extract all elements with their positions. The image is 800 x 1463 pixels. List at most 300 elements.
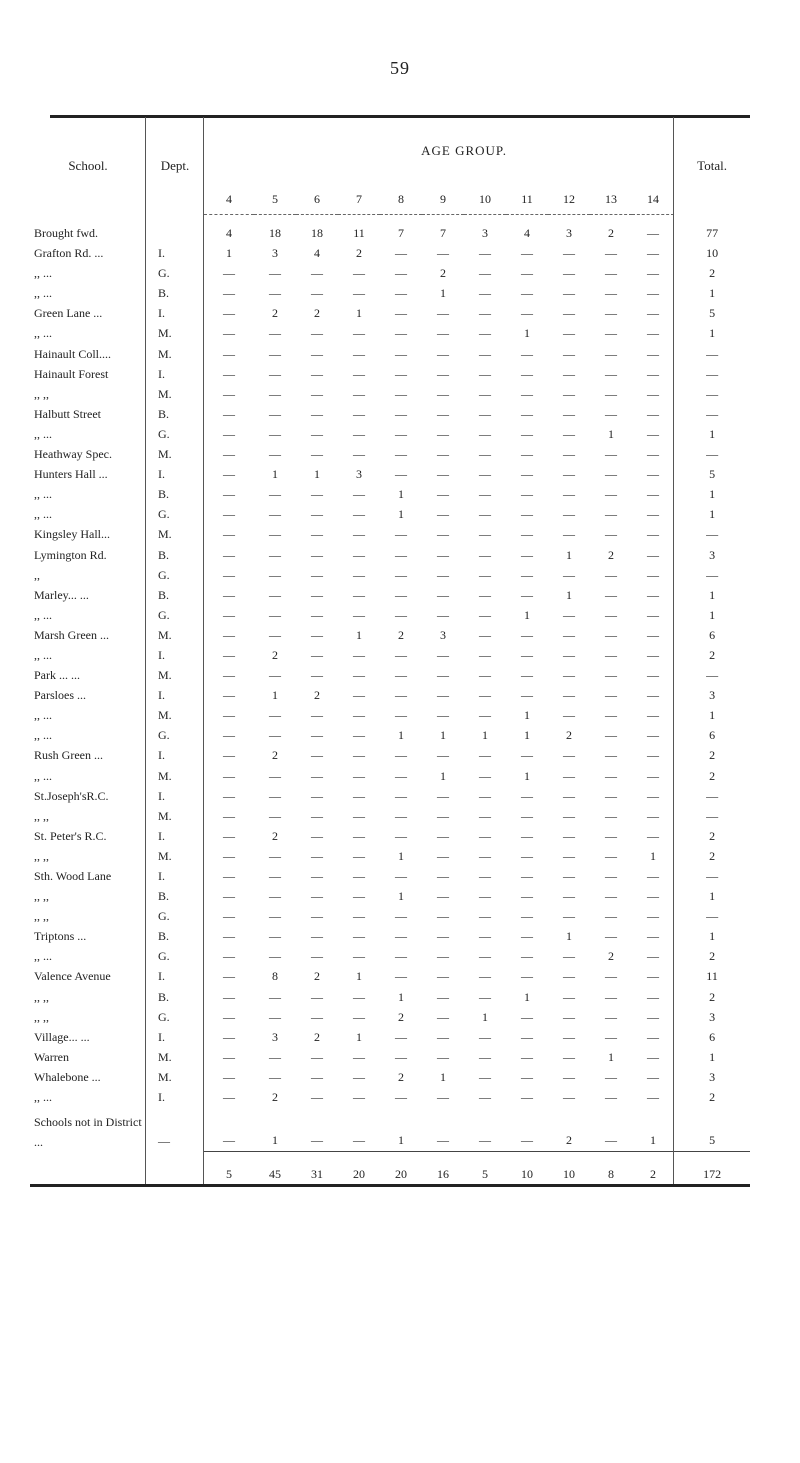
age-cell: — [223, 567, 235, 582]
age-cell: — [437, 306, 449, 321]
age-cell: — [353, 647, 365, 662]
age-cell: — [563, 808, 575, 823]
age-cell: — [647, 889, 660, 904]
age-cell: — [269, 1069, 281, 1084]
age-cell: — [311, 768, 323, 783]
age-cell: — [563, 668, 575, 683]
age-cell: — [269, 708, 281, 723]
age-cell: — [647, 949, 660, 964]
age-cell: — [311, 989, 323, 1004]
age-cell: — [269, 768, 281, 783]
table-row [30, 665, 750, 685]
table-row [30, 605, 750, 625]
age-cell: — [223, 989, 235, 1004]
table-row [30, 1007, 750, 1027]
age-cell: — [647, 828, 660, 843]
age-cell: — [605, 266, 617, 281]
age-cell: — [353, 828, 365, 843]
age-cell: — [521, 1029, 533, 1044]
age-cell: — [223, 909, 235, 924]
age-cell: — [311, 366, 323, 381]
age-cell: — [269, 447, 281, 462]
age-cell: — [395, 828, 407, 843]
age-cell: 1 [272, 1133, 278, 1148]
age-cell: — [395, 467, 407, 482]
age-cell: — [353, 286, 365, 301]
age-cell: — [353, 567, 365, 582]
age-cell: — [311, 447, 323, 462]
age-cell: — [353, 426, 365, 441]
age-cell: — [353, 547, 365, 562]
age-cell: — [563, 447, 575, 462]
age-cell: — [647, 788, 660, 803]
total-cell: 6 [709, 627, 716, 642]
age-cell: — [647, 226, 660, 240]
age-cell: — [353, 808, 365, 823]
age-cell: — [521, 447, 533, 462]
header-age-13: 13 [605, 191, 617, 206]
age-cell: — [563, 426, 575, 441]
age-cell: — [605, 909, 617, 924]
age-cell: — [395, 1029, 407, 1044]
school-name: ,, ... [34, 768, 52, 783]
age-cell: 3 [272, 246, 278, 261]
age-cell: — [521, 1069, 533, 1084]
dept-cell: M. [158, 768, 172, 783]
age-cell: — [353, 869, 365, 883]
age-cell: — [563, 246, 575, 261]
age-cell: — [521, 929, 533, 944]
age-cell: — [395, 246, 407, 261]
age-cell: — [223, 708, 235, 723]
age-cell: — [647, 306, 660, 321]
age-cell: 2 [314, 688, 320, 703]
total-cell: 5 [709, 1133, 716, 1148]
age-cell: — [479, 346, 491, 361]
school-name: Hainault Forest [34, 366, 109, 381]
table-row [30, 946, 750, 966]
age-cell: — [605, 306, 617, 321]
age-cell: — [647, 326, 660, 341]
age-cell: — [269, 587, 281, 602]
dept-cell: B. [158, 989, 170, 1004]
table-row [30, 806, 750, 826]
age-cell: — [605, 929, 617, 944]
age-cell: — [353, 1049, 365, 1064]
school-name: Green Lane ... [34, 306, 103, 321]
age-cell: — [521, 668, 533, 683]
age-cell: — [521, 1090, 533, 1105]
school-name: Grafton Rd. ... [34, 246, 104, 261]
age-cell: — [311, 889, 323, 904]
age-cell: — [437, 647, 449, 662]
age-cell: — [269, 547, 281, 562]
age-cell: — [395, 447, 407, 462]
age-cell: — [563, 909, 575, 924]
age-cell: 2 [566, 1133, 572, 1148]
school-name: Triptons ... [34, 929, 87, 944]
age-cell: — [647, 507, 660, 522]
age-cell: — [311, 668, 323, 683]
age-cell: — [479, 447, 491, 462]
age-cell: — [269, 607, 281, 622]
age-cell: — [269, 487, 281, 502]
age-cell: — [353, 708, 365, 723]
age-cell: — [521, 587, 533, 602]
total-cell: 172 [674, 1152, 750, 1197]
age-cell: — [353, 406, 365, 421]
age-cell: — [605, 366, 617, 381]
table-row [30, 645, 750, 665]
age-cell: — [437, 547, 449, 562]
age-cell: — [479, 1133, 491, 1148]
age-cell: — [311, 567, 323, 582]
age-cell: — [311, 386, 323, 401]
age-cell: — [353, 728, 365, 743]
age-cell: — [223, 728, 235, 743]
header-age-4: 4 [226, 191, 232, 206]
age-cell: — [353, 507, 365, 522]
age-cell: 1 [398, 1133, 404, 1148]
age-cell: — [395, 346, 407, 361]
total-cell: 6 [709, 728, 716, 743]
dept-cell: B. [158, 547, 170, 562]
age-cell: 1 [356, 969, 362, 984]
age-cell: — [223, 929, 235, 944]
header-age-7: 7 [356, 191, 362, 206]
age-cell: 3 [482, 226, 488, 240]
dept-cell: G. [158, 426, 170, 441]
age-cell: — [437, 969, 449, 984]
table-row [30, 826, 750, 846]
age-cell: — [395, 647, 407, 662]
age-cell: 5 [204, 1152, 254, 1197]
age-cell: — [605, 828, 617, 843]
age-cell: — [647, 467, 660, 482]
age-cell: — [605, 748, 617, 763]
age-cell: — [223, 426, 235, 441]
age-cell: — [605, 688, 617, 703]
age-cell: 1 [314, 467, 320, 482]
age-cell: — [311, 587, 323, 602]
dept-cell: — [158, 1133, 170, 1148]
age-cell: 11 [353, 226, 365, 240]
age-cell: 1 [482, 1009, 488, 1024]
age-cell: 4 [226, 226, 232, 240]
age-cell: — [437, 1009, 449, 1024]
dept-cell: I. [158, 869, 165, 883]
age-cell: — [395, 266, 407, 281]
age-cell: — [605, 869, 617, 883]
table-row [30, 484, 750, 504]
header-age-6: 6 [314, 191, 320, 206]
age-cell: — [269, 848, 281, 863]
age-cell: — [479, 1069, 491, 1084]
age-cell: 1 [524, 607, 530, 622]
age-cell: — [311, 507, 323, 522]
age-cell: 7 [440, 226, 446, 240]
age-cell: — [311, 1090, 323, 1105]
age-cell: — [223, 487, 235, 502]
dept-cell: M. [158, 326, 172, 341]
age-cell: — [311, 1133, 323, 1148]
age-cell: — [563, 1049, 575, 1064]
age-cell: — [437, 788, 449, 803]
age-cell: 2 [608, 226, 614, 240]
age-cell: — [269, 266, 281, 281]
age-cell: — [437, 929, 449, 944]
age-cell: — [605, 848, 617, 863]
age-cell: — [647, 1009, 660, 1024]
age-cell: — [605, 246, 617, 261]
age-cell: — [311, 647, 323, 662]
table-row [30, 223, 750, 243]
age-cell: — [605, 728, 617, 743]
dept-cell: G. [158, 567, 170, 582]
age-cell: 10 [506, 1152, 548, 1197]
age-cell: — [647, 688, 660, 703]
school-name: Heathway Spec. [34, 447, 112, 462]
age-cell: 20 [380, 1152, 422, 1197]
table-row [30, 565, 750, 585]
total-cell: — [706, 788, 719, 803]
age-cell: — [479, 808, 491, 823]
age-cell: — [479, 426, 491, 441]
table-row [30, 886, 750, 906]
school-name: Hunters Hall ... [34, 467, 108, 482]
age-cell: — [395, 808, 407, 823]
age-cell: — [563, 688, 575, 703]
header-age-8: 8 [398, 191, 404, 206]
age-cell: — [647, 1029, 660, 1044]
school-name: Park ... ... [34, 668, 80, 683]
age-cell: — [479, 326, 491, 341]
age-cell: 1 [226, 246, 232, 261]
table-row [30, 404, 750, 424]
total-cell: 10 [706, 246, 719, 261]
age-cell: 1 [398, 507, 404, 522]
age-cell: — [563, 507, 575, 522]
age-cell: — [479, 828, 491, 843]
age-cell: — [269, 286, 281, 301]
age-cell: — [479, 929, 491, 944]
age-cell: — [647, 989, 660, 1004]
age-cell: 18 [311, 226, 323, 240]
age-cell: — [269, 728, 281, 743]
age-cell: — [353, 1133, 365, 1148]
age-cell: — [479, 487, 491, 502]
age-cell: — [605, 989, 617, 1004]
age-cell: — [605, 1069, 617, 1084]
age-cell: — [311, 808, 323, 823]
age-cell: — [437, 1133, 449, 1148]
dept-cell: B. [158, 487, 170, 502]
school-name: ,, ,, [34, 889, 49, 904]
age-cell: — [311, 788, 323, 803]
age-cell: — [269, 869, 281, 883]
age-cell: — [269, 326, 281, 341]
age-cell: — [223, 326, 235, 341]
dept-cell: B. [158, 587, 170, 602]
age-cell: — [311, 1009, 323, 1024]
dept-cell: I. [158, 969, 165, 984]
age-cell: — [479, 668, 491, 683]
dept-cell: B. [158, 406, 170, 421]
dept-cell: M. [158, 627, 172, 642]
age-cell: — [395, 869, 407, 883]
age-cell: — [647, 969, 660, 984]
age-cell: — [605, 668, 617, 683]
age-cell: — [395, 768, 407, 783]
header-age-5: 5 [272, 191, 278, 206]
total-cell: 1 [709, 507, 716, 522]
age-cell: — [521, 507, 533, 522]
total-cell: — [706, 386, 719, 401]
age-cell: — [353, 748, 365, 763]
age-cell: — [605, 808, 617, 823]
age-cell: — [353, 386, 365, 401]
age-cell: — [563, 788, 575, 803]
total-cell: 6 [709, 1029, 716, 1044]
total-cell: — [706, 808, 719, 823]
age-cell: — [563, 467, 575, 482]
age-cell: — [647, 547, 660, 562]
age-cell: 2 [314, 1029, 320, 1044]
age-cell: 3 [356, 467, 362, 482]
age-cell: — [223, 306, 235, 321]
age-cell: — [395, 286, 407, 301]
school-name: ,, ... [34, 326, 52, 341]
age-cell: — [521, 266, 533, 281]
total-cell: 5 [709, 467, 716, 482]
age-cell: — [311, 909, 323, 924]
age-cell: — [223, 1090, 235, 1105]
age-cell: — [521, 567, 533, 582]
age-cell: — [563, 607, 575, 622]
age-cell: 3 [440, 627, 446, 642]
dept-cell: I. [158, 467, 165, 482]
school-name: ,, ,, [34, 848, 49, 863]
age-cell: — [647, 527, 660, 542]
age-cell: — [521, 848, 533, 863]
age-cell: 2 [272, 1090, 278, 1105]
age-cell: — [437, 406, 449, 421]
age-cell: — [395, 668, 407, 683]
school-name: Warren [34, 1049, 70, 1064]
dept-cell: I. [158, 647, 165, 662]
age-cell: — [269, 1009, 281, 1024]
age-cell: — [437, 467, 449, 482]
total-cell: 2 [709, 848, 716, 863]
age-cell: — [605, 527, 617, 542]
age-cell: — [521, 406, 533, 421]
school-name [30, 1152, 146, 1197]
age-cell: — [437, 989, 449, 1004]
age-cell: — [647, 808, 660, 823]
dept-cell: I. [158, 1029, 165, 1044]
age-cell: — [437, 366, 449, 381]
total-cell: 3 [709, 547, 716, 562]
age-group-table [30, 118, 750, 1196]
age-cell: — [647, 447, 660, 462]
school-name: ,, ... [34, 949, 52, 964]
age-cell: — [479, 1029, 491, 1044]
age-cell: — [605, 286, 617, 301]
age-cell: — [269, 627, 281, 642]
age-cell: — [223, 1029, 235, 1044]
totals-row [30, 1152, 750, 1197]
age-cell: — [395, 788, 407, 803]
school-name: Parsloes ... [34, 688, 86, 703]
age-cell: — [605, 788, 617, 803]
age-cell: 31 [296, 1152, 338, 1197]
age-cell: — [521, 788, 533, 803]
school-name: ,, ,, [34, 989, 49, 1004]
age-cell: — [521, 547, 533, 562]
age-cell: — [605, 587, 617, 602]
age-cell: — [395, 426, 407, 441]
age-cell: — [437, 949, 449, 964]
age-cell: — [437, 326, 449, 341]
table-row [30, 303, 750, 323]
dept-cell: G. [158, 728, 170, 743]
dept-cell: I. [158, 246, 165, 261]
age-cell: — [647, 1069, 660, 1084]
age-cell: — [311, 346, 323, 361]
dept-cell: B. [158, 889, 170, 904]
age-cell: 2 [314, 306, 320, 321]
age-cell: — [647, 366, 660, 381]
age-cell: — [521, 869, 533, 883]
school-name: Hainault Coll.... [34, 346, 111, 361]
age-cell: — [479, 627, 491, 642]
dept-cell: G. [158, 949, 170, 964]
school-name: ,, ... [34, 728, 52, 743]
age-cell: — [563, 366, 575, 381]
table-row [30, 906, 750, 926]
dept-cell: M. [158, 1049, 172, 1064]
age-cell: 2 [272, 647, 278, 662]
dept-cell: M. [158, 808, 172, 823]
school-name: Whalebone ... [34, 1069, 101, 1084]
age-cell: 2 [314, 969, 320, 984]
age-cell: — [479, 607, 491, 622]
age-cell: 8 [590, 1152, 632, 1197]
table-row [30, 866, 750, 886]
age-cell: — [563, 708, 575, 723]
total-cell: 2 [709, 647, 716, 662]
dept-cell: M. [158, 848, 172, 863]
age-cell: — [647, 708, 660, 723]
age-cell: 1 [524, 989, 530, 1004]
school-name: Sth. Wood Lane [34, 869, 112, 883]
age-cell: — [269, 788, 281, 803]
age-cell: 1 [566, 587, 572, 602]
age-cell: — [605, 447, 617, 462]
school-name: Schools not in District ... [34, 1114, 142, 1149]
age-cell: — [479, 567, 491, 582]
age-cell: — [647, 627, 660, 642]
age-cell: — [353, 587, 365, 602]
age-cell: — [521, 949, 533, 964]
dept-cell: I. [158, 828, 165, 843]
age-cell: 1 [356, 1029, 362, 1044]
age-cell: — [395, 607, 407, 622]
age-cell: — [353, 1090, 365, 1105]
age-cell: — [395, 527, 407, 542]
table-row [30, 545, 750, 565]
age-cell: 1 [398, 487, 404, 502]
